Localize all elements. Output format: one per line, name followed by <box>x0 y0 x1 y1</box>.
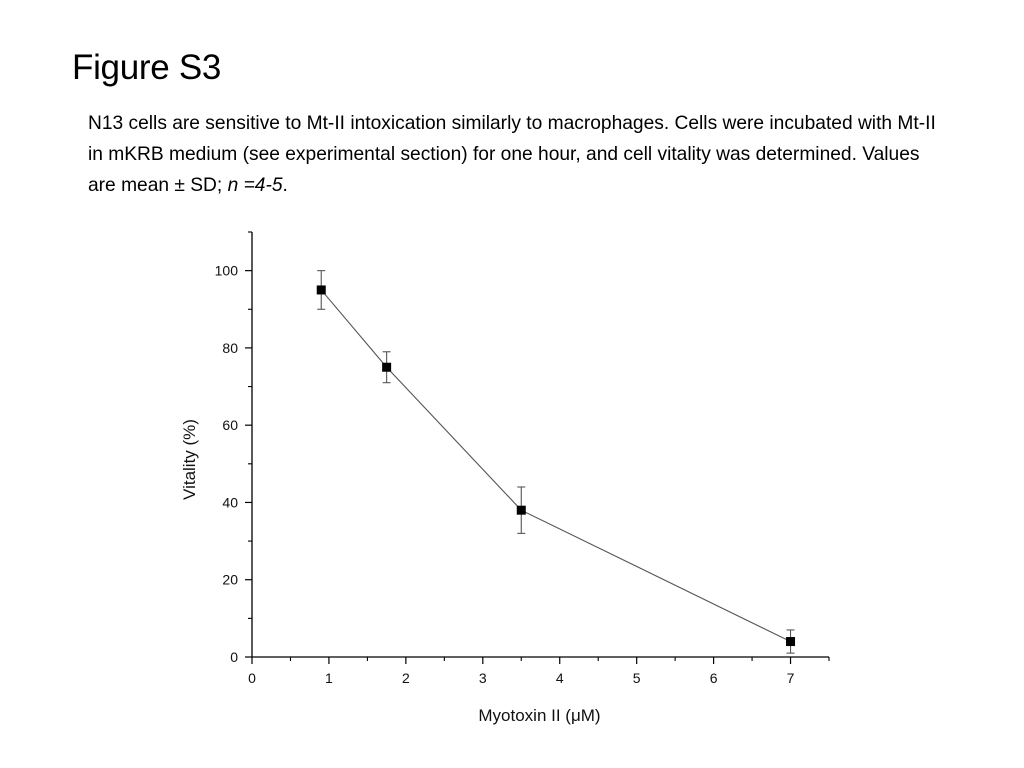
data-point <box>517 506 526 515</box>
data-point <box>382 363 391 372</box>
x-tick-label: 4 <box>555 670 564 686</box>
y-axis-label: Vitality (%) <box>180 419 199 500</box>
caption-text: N13 cells are sensitive to Mt-II intoxication similarly to macrophages. Cells were incubated with Mt-II in mKRB medium (see experimental section) for one hour, and cell vitality was determined. Values are mean ± SD; <box>88 113 936 196</box>
y-tick-label: 80 <box>222 339 238 356</box>
data-point <box>317 285 326 294</box>
caption-end: . <box>282 175 288 196</box>
series-line <box>321 290 790 642</box>
x-tick-label: 0 <box>248 670 256 686</box>
x-tick-label: 7 <box>786 670 795 686</box>
chart-series <box>317 271 795 654</box>
y-tick-label: 20 <box>222 571 238 588</box>
x-tick-label: 3 <box>478 670 487 686</box>
y-tick-label: 40 <box>222 494 238 511</box>
x-axis-label: Myotoxin II (μM) <box>478 706 601 725</box>
slide-title: Figure S3 <box>72 48 222 87</box>
x-tick-label: 5 <box>632 670 641 686</box>
x-tick-label: 6 <box>709 670 718 686</box>
data-point <box>786 637 795 646</box>
chart-axes <box>245 232 829 664</box>
y-tick-label: 0 <box>230 649 238 665</box>
caption-n-label: n =4-5 <box>227 175 283 196</box>
x-tick-label: 2 <box>401 670 410 686</box>
x-tick-label: 1 <box>325 670 333 686</box>
y-tick-label: 60 <box>222 417 238 434</box>
y-tick-label: 100 <box>214 262 238 279</box>
chart-labels <box>180 263 795 725</box>
